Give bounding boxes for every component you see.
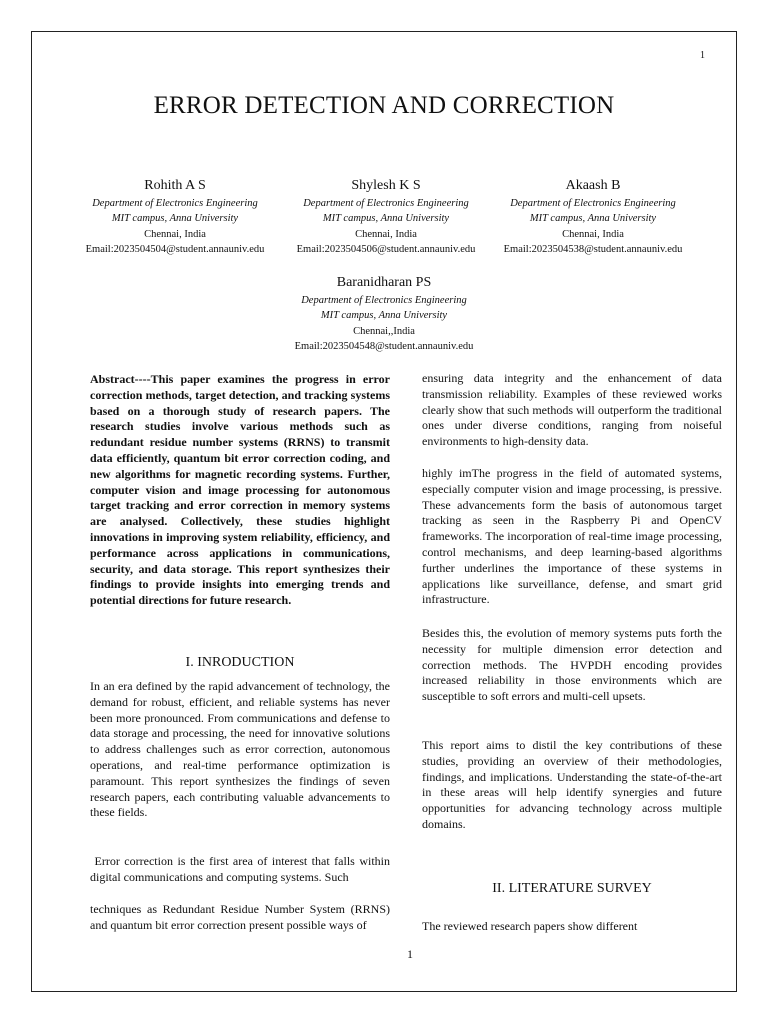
abstract-text: Abstract----This paper examines the progress in error correction methods, target detection, and tracking systems based on a thorough study of research papers. The research studies involve various methods such as redundant residue number systems (RRNS) to transmit data efficiently, quantum bit error correction coding, and new algorithms for magnetic recording systems. Further, computer vision and image processing for autonomous target tracking and error correction in memory systems are analysed. Collectively, these studies highlight innovations in improving system reliability, efficiency, and performance across applications in communications, security, and data storage. This report synthesizes their findings to provide insights into emerging trends and potential directions for future research.: [90, 372, 390, 608]
section-heading-introduction: I. INRODUCTION: [185, 655, 295, 670]
paragraph-text: In an era defined by the rapid advancement of technology, the demand for robust, efficient, and reliable systems has never been more pronounced. From communications and defense to data storage and processing, the need for innovative solutions to address challenges such as error correction, autonomous operations, and real-time performance optimization is paramount. This report synthesizes the findings of seven research papers, each contributing valuable advancements to these fields.: [90, 679, 390, 820]
author-department: Department of Electronics Engineering: [92, 197, 258, 209]
author-email: Email:2023504506@student.annauniv.edu: [296, 244, 476, 255]
author-campus: MIT campus, Anna University: [529, 213, 657, 224]
paper-title: ERROR DETECTION AND CORRECTION: [153, 92, 615, 119]
author-name: Shylesh K S: [351, 178, 421, 193]
right-paragraph-2: [422, 466, 722, 608]
right-paragraph-3: [422, 626, 722, 705]
author-campus: MIT campus, Anna University: [322, 213, 450, 224]
author-email: Email:2023504504@student.annauniv.edu: [85, 244, 265, 255]
abstract: [90, 372, 390, 609]
author-name: Baranidharan PS: [336, 275, 432, 290]
intro-paragraph-3: [90, 902, 390, 934]
author-email: Email:2023504548@student.annauniv.edu: [294, 341, 474, 352]
paragraph-text: Besides this, the evolution of memory systems puts forth the necessity for multiple dimension error detection and correction methods. The HVPDH encoding provides increased reliability in those environments which are susceptible to soft errors and multi-cell upsets.: [422, 626, 722, 704]
page-number-top: 1: [700, 50, 705, 61]
author-name: Rohith A S: [144, 178, 206, 193]
author-name: Akaash B: [565, 178, 621, 193]
section-heading-literature-survey: II. LITERATURE SURVEY: [492, 881, 652, 896]
intro-paragraph-1: [90, 679, 390, 821]
author-block-4: [279, 275, 489, 355]
paragraph-text: Error correction is the first area of interest that falls within digital communications and computing systems. Such: [90, 854, 393, 884]
paragraph-text: The reviewed research papers show different: [422, 919, 638, 933]
right-paragraph-4: [422, 738, 722, 833]
literature-paragraph-1: [422, 919, 722, 935]
intro-paragraph-2: [90, 854, 393, 886]
author-block-3: [488, 178, 698, 258]
paragraph-text: This report aims to distil the key contributions of these studies, providing an overview of their methodologies, findings, and implications. Understanding the state-of-the-art in these areas will help identify synergies and future opportunities for advancing technology across multiple domains.: [422, 738, 722, 831]
paragraph-text: ensuring data integrity and the enhancement of data transmission reliability. Examples of these reviewed works clearly show that such methods will outperform the traditional ones under diverse conditions, ranging from noiseful environments to high-density data.: [422, 371, 722, 449]
author-block-2: [281, 178, 491, 258]
author-campus: MIT campus, Anna University: [111, 213, 239, 224]
author-city: Chennai,,India: [353, 325, 415, 337]
author-city: Chennai, India: [355, 228, 417, 240]
author-block-1: [70, 178, 280, 258]
author-department: Department of Electronics Engineering: [301, 294, 467, 306]
right-paragraph-1: [422, 371, 722, 450]
paragraph-text: highly imThe progress in the field of automated systems, especially computer vision and image processing, is pressive. These advancements form the basis of autonomous target tracking as seen in the Raspberry Pi and OpenCV frameworks. The incorporation of real-time image processing, control mechanisms, and deep learning-based algorithms further underlines the importance of these systems in applications like surveillance, defense, and smart grid infrastructure.: [422, 466, 722, 607]
author-email: Email:2023504538@student.annauniv.edu: [503, 244, 683, 255]
author-city: Chennai, India: [144, 228, 206, 240]
author-city: Chennai, India: [562, 228, 624, 240]
author-campus: MIT campus, Anna University: [320, 310, 448, 321]
author-department: Department of Electronics Engineering: [510, 197, 676, 209]
author-department: Department of Electronics Engineering: [303, 197, 469, 209]
page-number-bottom: 1: [407, 947, 413, 961]
paragraph-text: techniques as Redundant Residue Number System (RRNS) and quantum bit error correction present possible ways of: [90, 902, 390, 932]
